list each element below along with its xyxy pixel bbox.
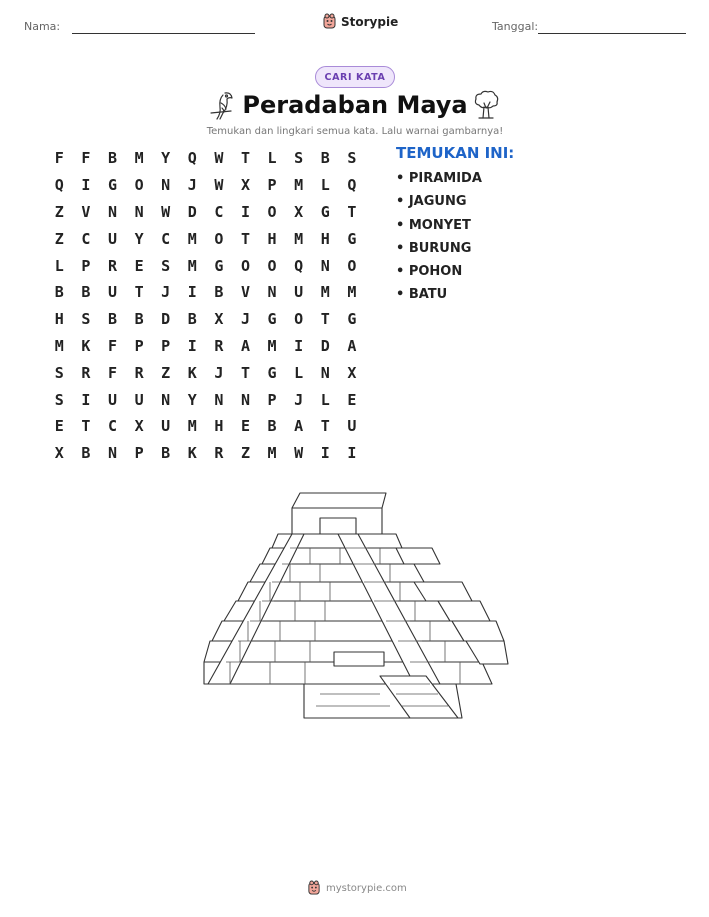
grid-cell[interactable]: R [134, 363, 144, 382]
grid-cell[interactable]: E [54, 417, 64, 436]
grid-cell[interactable]: U [347, 417, 357, 436]
grid-cell[interactable]: O [294, 310, 304, 329]
brand-name: Storypie [341, 14, 399, 29]
name-label: Nama: [24, 20, 61, 33]
grid-cell[interactable]: H [320, 229, 330, 248]
grid-cell[interactable]: O [134, 176, 144, 195]
grid-cell[interactable]: P [161, 336, 171, 355]
grid-cell[interactable]: Q [54, 176, 64, 195]
grid-cell[interactable]: O [267, 256, 277, 275]
grid-cell[interactable]: J [214, 363, 224, 382]
word-item-batu: • BATU [396, 287, 448, 303]
grid-cell[interactable]: I [347, 444, 357, 463]
grid-cell[interactable]: M [187, 256, 197, 275]
grid-cell[interactable]: E [347, 390, 357, 409]
grid-cell[interactable]: G [347, 310, 357, 329]
grid-cell[interactable]: I [187, 336, 197, 355]
grid-cell[interactable]: P [81, 256, 91, 275]
grid-cell[interactable]: W [214, 176, 224, 195]
grid-cell[interactable]: D [161, 310, 171, 329]
grid-cell[interactable]: T [240, 363, 250, 382]
grid-cell[interactable]: K [187, 363, 197, 382]
grid-cell[interactable]: N [320, 363, 330, 382]
grid-cell[interactable]: I [294, 336, 304, 355]
grid-cell[interactable]: P [134, 444, 144, 463]
grid-cell[interactable]: E [134, 256, 144, 275]
grid-cell[interactable]: L [320, 390, 330, 409]
footer-url[interactable]: mystorypie.com [326, 882, 407, 894]
grid-cell[interactable]: G [214, 256, 224, 275]
grid-cell[interactable]: O [214, 229, 224, 248]
grid-cell[interactable]: N [134, 202, 144, 221]
grid-cell[interactable]: Y [187, 390, 197, 409]
grid-cell[interactable]: P [134, 336, 144, 355]
grid-cell[interactable]: N [320, 256, 330, 275]
grid-cell[interactable]: J [240, 310, 250, 329]
grid-cell[interactable]: M [134, 149, 144, 168]
grid-cell[interactable]: Q [347, 176, 357, 195]
pyramid-illustration[interactable] [200, 488, 510, 723]
grid-cell[interactable]: M [267, 444, 277, 463]
grid-cell[interactable]: Z [54, 229, 64, 248]
grid-cell[interactable]: I [81, 176, 91, 195]
grid-cell[interactable]: M [294, 176, 304, 195]
grid-cell[interactable]: Z [161, 363, 171, 382]
grid-cell[interactable]: B [187, 310, 197, 329]
grid-cell[interactable]: N [267, 283, 277, 302]
grid-cell[interactable]: G [107, 176, 117, 195]
grid-cell[interactable]: B [134, 310, 144, 329]
grid-cell[interactable]: M [347, 283, 357, 302]
grid-cell[interactable]: S [294, 149, 304, 168]
grid-cell[interactable]: B [107, 310, 117, 329]
grid-cell[interactable]: H [267, 229, 277, 248]
grid-cell[interactable]: U [161, 417, 171, 436]
grid-cell[interactable]: M [267, 336, 277, 355]
tree-icon [471, 89, 501, 121]
grid-cell[interactable]: G [320, 202, 330, 221]
grid-cell[interactable]: L [54, 256, 64, 275]
grid-cell[interactable]: Y [161, 149, 171, 168]
grid-cell[interactable]: P [267, 390, 277, 409]
grid-cell[interactable]: B [161, 444, 171, 463]
grid-cell[interactable]: X [240, 176, 250, 195]
grid-cell[interactable]: U [107, 390, 117, 409]
grid-cell[interactable]: N [161, 176, 171, 195]
grid-cell[interactable]: F [54, 149, 64, 168]
grid-cell[interactable]: U [107, 229, 117, 248]
date-line[interactable] [538, 33, 686, 34]
grid-cell[interactable]: B [267, 417, 277, 436]
grid-cell[interactable]: P [267, 176, 277, 195]
grid-cell[interactable]: E [240, 417, 250, 436]
instructions: Temukan dan lingkari semua kata. Lalu warnai gambarnya! [206, 126, 504, 137]
grid-cell[interactable]: M [54, 336, 64, 355]
grid-cell[interactable]: J [161, 283, 171, 302]
word-list-title: TEMUKAN INI: [396, 144, 515, 162]
grid-cell[interactable]: G [267, 363, 277, 382]
grid-cell[interactable]: W [214, 149, 224, 168]
grid-cell[interactable]: C [81, 229, 91, 248]
grid-cell[interactable]: L [267, 149, 277, 168]
word-search-grid [46, 145, 365, 467]
grid-cell[interactable]: T [347, 202, 357, 221]
grid-cell[interactable]: N [107, 444, 117, 463]
grid-cell[interactable]: B [320, 149, 330, 168]
grid-cell[interactable]: L [320, 176, 330, 195]
grid-cell[interactable]: R [107, 256, 117, 275]
word-item-pohon: • POHON [396, 264, 463, 280]
grid-cell[interactable]: C [107, 417, 117, 436]
grid-cell[interactable]: S [81, 310, 91, 329]
grid-cell[interactable]: X [294, 202, 304, 221]
grid-cell[interactable]: T [320, 310, 330, 329]
grid-cell[interactable]: X [134, 417, 144, 436]
grid-cell[interactable]: G [267, 310, 277, 329]
grid-cell[interactable]: H [54, 310, 64, 329]
grid-cell[interactable]: X [347, 363, 357, 382]
grid-cell[interactable]: V [240, 283, 250, 302]
grid-cell[interactable]: A [240, 336, 250, 355]
grid-cell[interactable]: B [81, 444, 91, 463]
grid-cell[interactable]: B [107, 149, 117, 168]
grid-cell[interactable]: W [161, 202, 171, 221]
grid-cell[interactable]: U [294, 283, 304, 302]
grid-cell[interactable]: S [54, 390, 64, 409]
grid-cell[interactable]: A [294, 417, 304, 436]
grid-cell[interactable]: F [81, 149, 91, 168]
grid-cell[interactable]: L [294, 363, 304, 382]
grid-cell[interactable]: R [214, 336, 224, 355]
grid-cell[interactable]: Z [240, 444, 250, 463]
storypie-logo-icon [322, 13, 337, 30]
grid-cell[interactable]: Z [54, 202, 64, 221]
storypie-logo-icon [307, 880, 321, 896]
footer [307, 880, 407, 896]
grid-cell[interactable]: H [214, 417, 224, 436]
grid-cell[interactable]: N [107, 202, 117, 221]
date-label: Tanggal: [492, 20, 539, 33]
grid-cell[interactable]: M [187, 417, 197, 436]
grid-cell[interactable]: S [54, 363, 64, 382]
word-list [396, 171, 482, 311]
grid-cell[interactable]: V [81, 202, 91, 221]
grid-cell[interactable]: T [240, 149, 250, 168]
word-item-burung: • BURUNG [396, 240, 472, 256]
grid-cell[interactable]: M [320, 283, 330, 302]
grid-cell[interactable]: K [81, 336, 91, 355]
word-item-piramida: • PIRAMIDA [396, 171, 482, 186]
name-line[interactable] [72, 33, 255, 34]
brand [322, 13, 398, 30]
word-item-jagung: • JAGUNG [396, 194, 467, 210]
grid-cell[interactable]: C [161, 229, 171, 248]
grid-cell[interactable]: B [81, 283, 91, 302]
grid-cell[interactable]: I [187, 283, 197, 302]
category-badge: CARI KATA [315, 66, 395, 88]
grid-cell[interactable]: G [347, 229, 357, 248]
grid-cell[interactable]: U [107, 283, 117, 302]
grid-cell[interactable]: B [54, 283, 64, 302]
grid-cell[interactable]: O [240, 256, 250, 275]
grid-cell[interactable]: S [161, 256, 171, 275]
grid-cell[interactable]: U [134, 390, 144, 409]
grid-cell[interactable]: I [81, 390, 91, 409]
grid-cell[interactable]: F [107, 363, 117, 382]
grid-cell[interactable]: F [107, 336, 117, 355]
word-item-monyet: • MONYET [396, 217, 471, 233]
grid-cell[interactable]: O [347, 256, 357, 275]
grid-cell[interactable]: R [214, 444, 224, 463]
grid-cell[interactable]: Y [134, 229, 144, 248]
grid-cell[interactable]: X [54, 444, 64, 463]
grid-cell[interactable]: T [240, 229, 250, 248]
grid-cell[interactable]: C [214, 202, 224, 221]
grid-cell[interactable]: A [347, 336, 357, 355]
grid-cell[interactable]: K [187, 444, 197, 463]
grid-cell[interactable]: X [214, 310, 224, 329]
grid-cell[interactable]: B [214, 283, 224, 302]
grid-cell[interactable]: O [267, 202, 277, 221]
grid-cell[interactable]: Q [187, 149, 197, 168]
page-title: Peradaban Maya [242, 91, 468, 119]
grid-cell[interactable]: Q [294, 256, 304, 275]
grid-cell[interactable]: T [134, 283, 144, 302]
grid-cell[interactable]: N [240, 390, 250, 409]
grid-cell[interactable]: R [81, 363, 91, 382]
grid-cell[interactable]: J [187, 176, 197, 195]
grid-cell[interactable]: I [320, 444, 330, 463]
grid-cell[interactable]: M [187, 229, 197, 248]
grid-cell[interactable]: D [187, 202, 197, 221]
grid-cell[interactable]: S [347, 149, 357, 168]
grid-cell[interactable]: W [294, 444, 304, 463]
grid-cell[interactable]: T [81, 417, 91, 436]
grid-cell[interactable]: N [161, 390, 171, 409]
grid-cell[interactable]: J [294, 390, 304, 409]
grid-cell[interactable]: M [294, 229, 304, 248]
grid-cell[interactable]: D [320, 336, 330, 355]
grid-cell[interactable]: T [320, 417, 330, 436]
grid-cell[interactable]: I [240, 202, 250, 221]
grid-cell[interactable]: N [214, 390, 224, 409]
